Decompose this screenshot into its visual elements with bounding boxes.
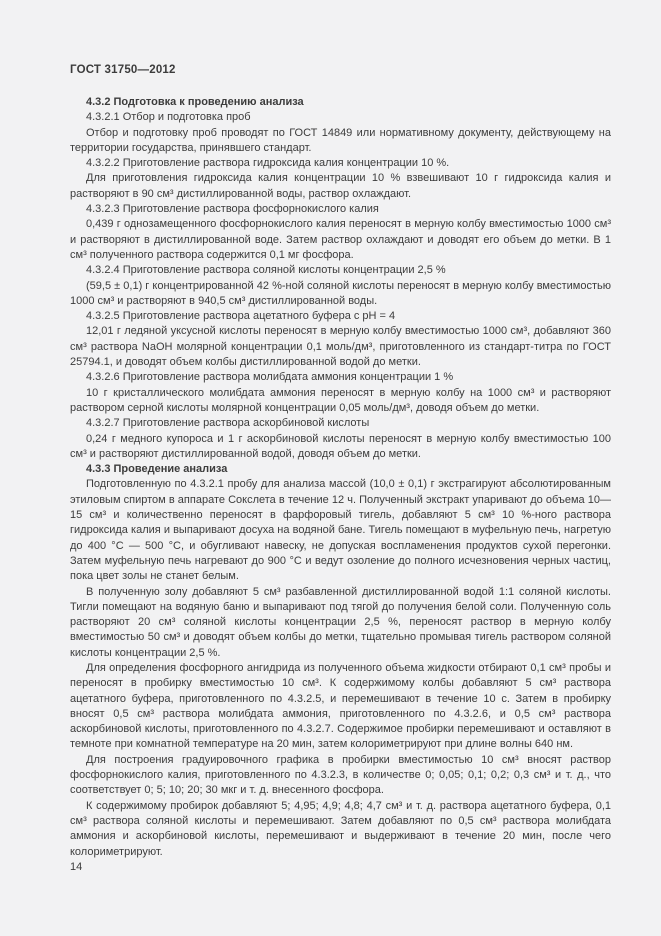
standard-code-header: ГОСТ 31750—2012 [70, 64, 176, 76]
body-paragraph: Отбор и подготовку проб проводят по ГОСТ 14849 или нормативному документу, действующему на территории государства, принявшего стандарт. [70, 126, 611, 154]
clause-title: 4.3.2.7 Приготовление раствора аскорбиновой кислоты [86, 417, 370, 430]
body-paragraph: 0,24 г медного купороса и 1 г аскорбиновой кислоты переносят в мерную колбу вместимостью 100 см³ и растворяют дистиллированной водой, доводя объем до метки. [70, 432, 611, 460]
page-number: 14 [70, 860, 83, 873]
body-paragraph: Для определения фосфорного ангидрида из полученного объема жидкости отбирают 0,1 см³ пробы и переносят в пробирку вместимостью 10 см³. К содержимому колбы добавляют 5 см³ раствора ацетатного буфера, приготовленного по 4.3.2.5, и перемешивают в течение 10 с. Затем в пробирку вносят 0,5 см³ раствора молибдата аммония, приготовленного по 4.3.2.6, и 0,5 см³ раствора аскорбиновой кислоты, приготовленного по 4.3.2.7. Содержимое пробирки перемешивают и оставляют в темноте при комнатной температуре на 20 мин, затем колориметрируют при длине волны 640 нм. [70, 661, 611, 751]
body-paragraph: В полученную золу добавляют 5 см³ разбавленной дистиллированной водой 1:1 соляной кислоты. Тигли помещают на водяную баню и выпаривают под тягой до получения белой соли. Полученную соль растворяют 20 см³ соляной кислоты концентрации 2,5 %, переносят раствор в мерную колбу вместимостью 50 см³ и доводят объем колбы до метки, тщательно промывая тигель раствором соляной кислоты концентрации 2,5 %. [70, 585, 611, 659]
section-heading: 4.3.2 Подготовка к проведению анализа [86, 96, 304, 108]
body-paragraph: Для приготовления гидроксида калия концентрации 10 % взвешивают 10 г гидроксида калия и растворяют в 90 см³ дистиллированной воды, раствор охлаждают. [70, 172, 611, 200]
clause-title: 4.3.2.6 Приготовление раствора молибдата аммония концентрации 1 % [86, 371, 454, 384]
body-paragraph: Подготовленную по 4.3.2.1 пробу для анализа массой (10,0 ± 0,1) г экстрагируют абсолютированным этиловым спиртом в аппарате Сокслета в течение 12 ч. Полученный экстракт упаривают до объема 10—15 см³ и количественно переносят в фарфоровый тигель, добавляют 5 см³ 10 %-ного раствора гидроксида калия и выпаривают досуха на водяной бане. Тигель помещают в муфельную печь, нагретую до 400 °С — 500 °С, и обугливают навеску, не допуская воспламенения продуктов сухой перегонки. Затем муфельную печь нагревают до 900 °С и ведут озоление до полного исчезновения черных частиц, пока цвет золы не станет белым. [70, 478, 611, 583]
body-paragraph: 12,01 г ледяной уксусной кислоты переносят в мерную колбу вместимостью 1000 см³, добавляют 360 см³ раствора NaOH молярной концентрации 0,1 моль/дм³, приготовленного из стандарт-титра по ГОСТ 25794.1, и доводят объем колбы дистиллированной водой до метки. [70, 325, 611, 369]
clause-title: 4.3.2.2 Приготовление раствора гидроксида калия концентрации 10 %. [86, 157, 450, 170]
body-paragraph: 10 г кристаллического молибдата аммония переносят в мерную колбу на 1000 см³ и растворяют раствором серной кислоты молярной концентрации 0,05 моль/дм³, доводя объем до метки. [70, 386, 611, 414]
clause-title: 4.3.2.5 Приготовление раствора ацетатного буфера с pH = 4 [86, 310, 396, 323]
clause-title: 4.3.2.4 Приготовление раствора соляной кислоты концентрации 2,5 % [86, 264, 446, 277]
body-paragraph: К содержимому пробирок добавляют 5; 4,95; 4,9; 4,8; 4,7 см³ и т. д. раствора ацетатного буфера, 0,1 см³ раствора соляной кислоты и перемешивают. Затем добавляют по 0,5 см³ раствора молибдата аммония и аскорбиновой кислоты, перемешивают и выдерживают в течение 20 мин, после чего колориметрируют. [70, 799, 611, 858]
clause-title: 4.3.2.1 Отбор и подготовка проб [86, 111, 251, 124]
body-paragraph: (59,5 ± 0,1) г концентрированной 42 %-ной соляной кислоты переносят в мерную колбу вместимостью 1000 см³ и растворяют в 940,5 см³ дистиллированной воды. [70, 279, 611, 307]
page-content [70, 63, 611, 875]
section-heading: 4.3.3 Проведение анализа [86, 463, 228, 476]
clause-title: 4.3.2.3 Приготовление раствора фосфорнокислого калия [86, 203, 379, 216]
document-body [70, 95, 611, 860]
body-paragraph: Для построения градуировочного графика в пробирки вместимостью 10 см³ вносят раствор фосфорнокислого калия, приготовленного по 4.3.2.3, в количестве 0; 0,05; 0,1; 0,2; 0,3 см³ и т. д., что соответствует 0; 5; 10; 20; 30 мкг и т. д. внесенного фосфора. [70, 753, 611, 797]
body-paragraph: 0,439 г однозамещенного фосфорнокислого калия переносят в мерную колбу вместимостью 1000 см³ и растворяют в дистиллированной воде. Затем раствор охлаждают и доводят его объем до метки. В 1 см³ полученного раствора содержится 0,1 мг фосфора. [70, 218, 611, 261]
